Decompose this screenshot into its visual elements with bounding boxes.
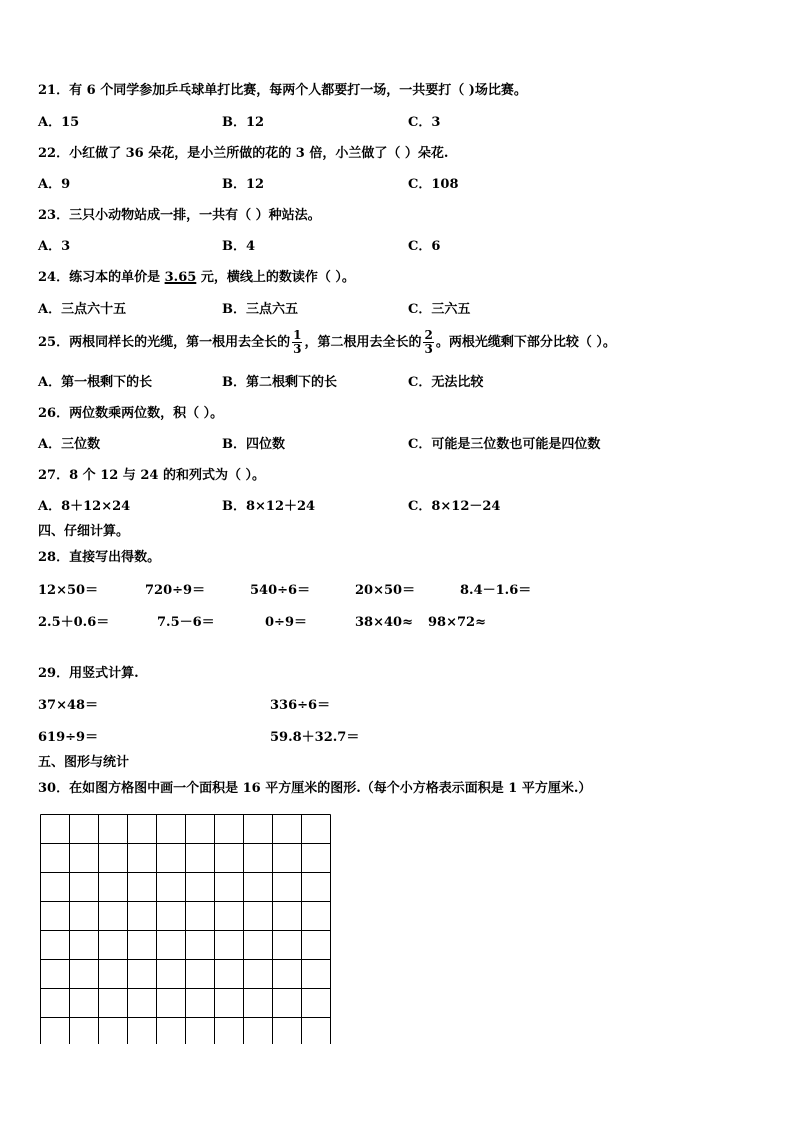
question-25-options [38,375,758,391]
question-29: 29．用竖式计算. [38,666,139,681]
option-a[interactable]: A．8＋12×24 [38,499,131,514]
calc-item: 7.5－6＝ [157,615,215,630]
section-4-heading: 四、仔细计算。 [38,524,130,539]
vertical-calc-item: 59.8＋32.7＝ [270,730,360,745]
option-b[interactable]: B．12 [222,115,265,130]
fraction-denominator: 3 [293,342,302,356]
option-c[interactable]: C．无法比较 [408,375,484,390]
option-c[interactable]: C．可能是三位数也可能是四位数 [408,437,601,452]
calc-item: 8.4－1.6＝ [460,583,532,598]
question-25-text-c: 。两根光缆剩下部分比较（ ）。 [435,335,616,350]
question-25 [38,328,616,358]
question-24-text-before: 24．练习本的单价是 [38,270,165,285]
question-26: 26．两位数乘两位数，积（ ）。 [38,406,224,421]
option-b[interactable]: B．12 [222,177,265,192]
question-21-options [38,115,758,131]
question-30: 30．在如图方格图中画一个面积是 16 平方厘米的图形.（每个小方格表示面积是 1 平方厘米.） [38,781,592,796]
fraction-one-third [292,329,302,356]
section-5-heading: 五、图形与统计 [38,755,130,770]
question-25-text-b: ，第二根用去全长的 [304,335,422,350]
question-23: 23．三只小动物站成一排，一共有（ ）种站法。 [38,208,321,223]
option-b[interactable]: B．4 [222,239,256,254]
calc-item: 540÷6＝ [250,583,311,598]
question-23-options [38,239,758,255]
fraction-numerator: 2 [424,328,433,342]
option-b[interactable]: B．第二根剩下的长 [222,375,337,390]
question-22-options [38,177,758,193]
option-b[interactable]: B．8×12＋24 [222,499,316,514]
option-a[interactable]: A．15 [38,115,80,130]
calc-item: 2.5＋0.6＝ [38,615,110,630]
question-24-options [38,302,758,318]
question-28: 28．直接写出得数。 [38,550,161,565]
question-25-text-a: 25．两根同样长的光缆，第一根用去全长的 [38,335,291,350]
calc-item: 720÷9＝ [145,583,206,598]
question-26-options [38,437,758,453]
option-c[interactable]: C．三六五 [408,302,471,317]
question-24 [38,270,355,286]
vertical-calc-item: 336÷6＝ [270,698,331,713]
calc-item: 12×50＝ [38,583,99,598]
option-b[interactable]: B．三点六五 [222,302,298,317]
question-21: 21．有 6 个同学参加乒乓球单打比赛，每两个人都要打一场，一共要打（ )场比赛。 [38,83,527,98]
option-c[interactable]: C．8×12－24 [408,499,501,514]
option-c[interactable]: C．6 [408,239,441,254]
option-a[interactable]: A．3 [38,239,71,254]
option-b[interactable]: B．四位数 [222,437,285,452]
fraction-numerator: 1 [293,328,302,342]
question-27: 27．8 个 12 与 24 的和列式为（ ）。 [38,468,265,483]
calc-item: 0÷9＝ [265,615,307,630]
calc-item: 98×72≈ [428,615,486,630]
vertical-calc-item: 619÷9＝ [38,730,99,745]
question-24-text-after: 元，横线上的数读作（ ）。 [196,270,355,285]
option-c[interactable]: C．3 [408,115,441,130]
option-a[interactable]: A．第一根剩下的长 [38,375,153,390]
calc-item: 20×50＝ [355,583,416,598]
question-22: 22．小红做了 36 朵花，是小兰所做的花的 3 倍，小兰做了（ ）朵花. [38,146,449,161]
option-a[interactable]: A．三点六十五 [38,302,127,317]
vertical-calc-item: 37×48＝ [38,698,99,713]
square-grid[interactable] [40,814,332,1044]
option-a[interactable]: A．三位数 [38,437,101,452]
underlined-number: 3.65 [164,270,197,285]
calc-item: 38×40≈ [355,615,413,630]
fraction-denominator: 3 [424,342,433,356]
fraction-two-thirds [423,329,433,356]
option-a[interactable]: A．9 [38,177,71,192]
question-27-options [38,499,758,515]
option-c[interactable]: C．108 [408,177,459,192]
